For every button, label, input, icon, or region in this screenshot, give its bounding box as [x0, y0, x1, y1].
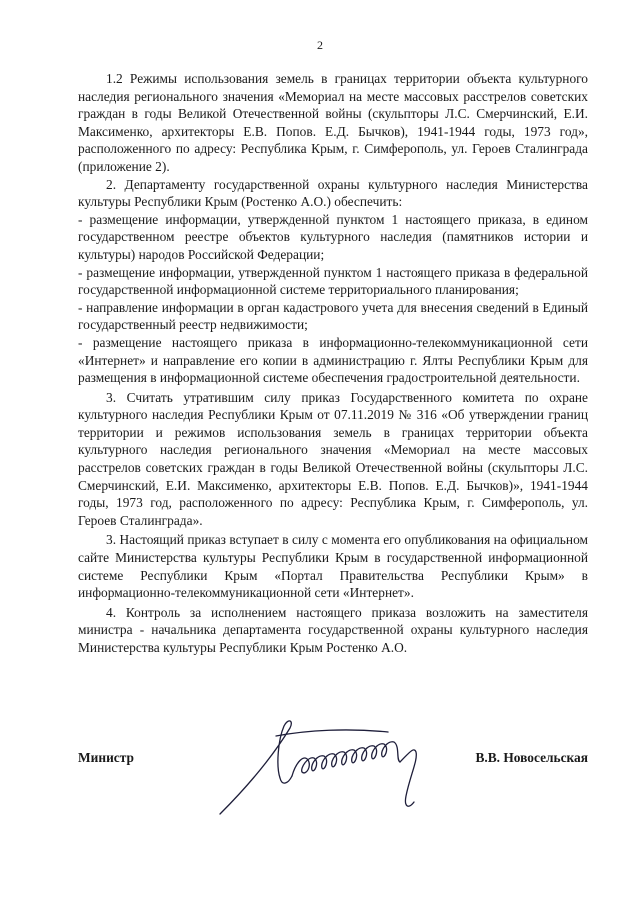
page-number: 2 — [317, 38, 323, 52]
document-body — [78, 70, 588, 657]
list-item-internet-publication: - размещение настоящего приказа в информационно-телекоммуникационной сети «Интернет» и направление его копии в администрацию г. Ялты Республики Крым для размещения в информационной системе обеспечения градостроительной деятельности. — [78, 334, 588, 386]
signer-name: В.В. Новосельская — [475, 750, 588, 765]
paragraph-1-2-land-use-regimes: 1.2 Режимы использования земель в границах территории объекта культурного наследия регионального значения «Мемориал на месте массовых расстрелов советских граждан в годы Великой Отечественной войны (скульпторы Л.С. Смерчинский, Е.И. Максименко, архитекторы Е.В. Попов. Е.Д. Бычков), 1941-1944 годы, 1973 год», расположенного по адресу: Республика Крым, г. Симферополь, ул. Героев Сталинграда (приложение 2). — [78, 71, 588, 174]
handwritten-signature — [218, 706, 458, 826]
paragraph-3-repeal-order: 3. Считать утратившим силу приказ Государственного комитета по охране культурного наследия Республики Крым от 07.11.2019 № 316 «Об утверждении границ территории и режимов использования земель в границах территории объекта культурного наследия регионального значения «Мемориал на месте массовых расстрелов советских граждан в годы Великой Отечественной войны (скульпторы Л.С. Смерчинский, Е.И. Максименко, архитекторы Е.В. Попов. Е.Д. Бычков)», 1941-1944 годы, 1973 год, расположенного по адресу: Республика Крым, г. Симферополь, ул. Героев Сталинграда». — [78, 389, 588, 528]
list-item-federal-planning-system: - размещение информации, утвержденной пунктом 1 настоящего приказа в федеральной государственной информационной системе территориального планирования; — [78, 264, 588, 298]
paragraph-3-entry-into-force: 3. Настоящий приказ вступает в силу с момента его опубликования на официальном сайте Министерства культуры Республики Крым в государственной информационной системе Республики Крым «Портал Правительства Республики Крым» в информационно-телекоммуникационной сети «Интернет». — [78, 532, 588, 601]
paragraph-2-department-duties: 2. Департаменту государственной охраны культурного наследия Министерства культуры Республики Крым (Ростенко А.О.) обеспечить: — [78, 176, 588, 210]
list-item-state-registry: - размещение информации, утвержденной пунктом 1 настоящего приказа, в едином государственном реестре объектов культурного наследия (памятников истории и культуры) народов Российской Федерации; — [78, 211, 588, 262]
signature-block — [78, 748, 588, 798]
list-item-cadastral-registration: - направление информации в орган кадастрового учета для внесения сведений в Единый государственный реестр недвижимости; — [78, 299, 588, 333]
signer-title: Министр — [78, 750, 134, 765]
paragraph-4-control: 4. Контроль за исполнением настоящего приказа возложить на заместителя министра - начальника департамента государственной охраны культурного наследия Министерства культуры Республики Крым Ростенко А.О. — [78, 604, 588, 655]
